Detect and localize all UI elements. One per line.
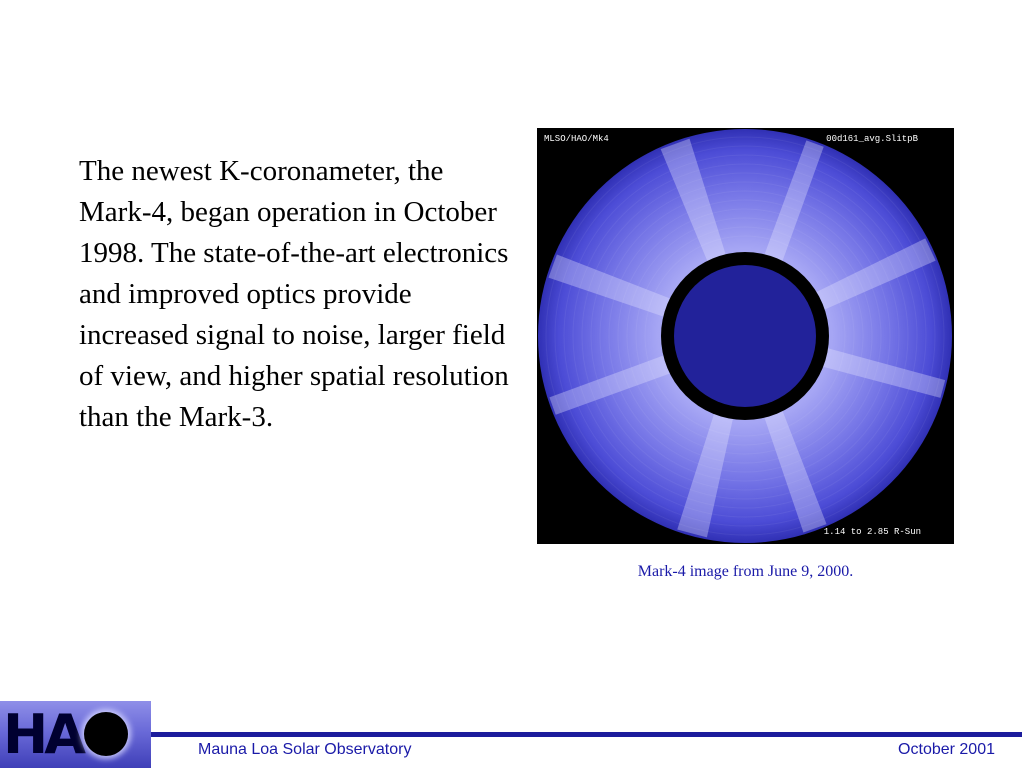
footer-date: October 2001 (898, 741, 995, 758)
sun-icon (84, 712, 128, 756)
image-label-instrument: MLSO/HAO/Mk4 (544, 134, 609, 144)
hao-logo (0, 701, 151, 768)
corona-graphic (537, 128, 954, 544)
image-label-filename: 00d161_avg.SlitpB (826, 134, 918, 144)
image-caption: Mark-4 image from June 9, 2000. (637, 563, 854, 580)
footer-organization: Mauna Loa Solar Observatory (198, 741, 412, 758)
image-label-range: 1.14 to 2.85 R-Sun (823, 527, 921, 537)
footer-rule (150, 732, 1022, 737)
hao-logo-text: HA (3, 703, 82, 766)
occulter-disk (674, 265, 816, 407)
slide-body-text: The newest K-coronameter, the Mark-4, began operation in October 1998. The state-of-the-art electronics and improved optics provide increased signal to noise, larger field of view, and higher spatial resolution than the Mark-3. (79, 155, 509, 433)
mark4-corona-image (537, 128, 954, 544)
